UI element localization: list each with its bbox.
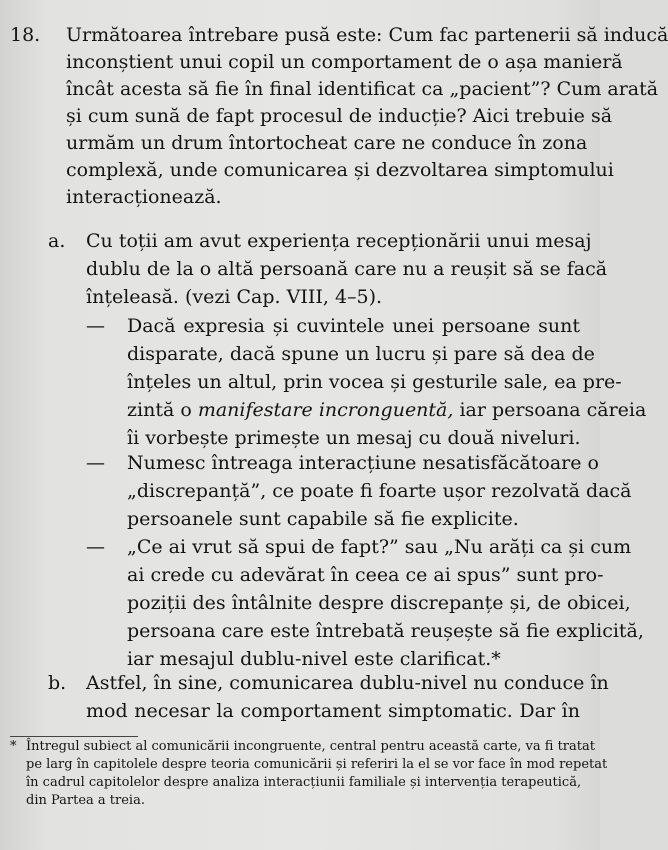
item-number: 18. — [10, 24, 41, 46]
footnote-line: din Partea a treia. — [26, 793, 145, 808]
footnote-line: Întregul subiect al comunicării incongruente, central pentru această carte, va fi tratat — [26, 739, 595, 754]
text-line: „discrepanță”, ce poate fi foarte ușor rezolvată dacă — [127, 480, 632, 502]
text-line: iar mesajul dublu-nivel este clarificat.* — [127, 648, 501, 670]
text-segment: zintă o — [127, 399, 192, 421]
text-line: Cu toții am avut experiența recepționării unui mesaj — [86, 230, 592, 252]
text-line: încât acesta să fie în final identificat ca „pacient”? Cum arată — [66, 78, 659, 100]
text-line: interacționează. — [66, 186, 222, 208]
dash-marker: — — [86, 315, 105, 337]
text-line: și cum sună de fapt procesul de inducție? Aici trebuie să — [66, 105, 613, 127]
text-line: inconștient unui copil un comportament de o așa manieră — [66, 51, 623, 73]
text-line: dublu de la o altă persoană care nu a reușit să se facă — [86, 258, 608, 280]
text-line: poziții des întâlnite despre discrepanțe și, de obicei, — [127, 592, 631, 614]
text-line: îi vorbește primește un mesaj cu două niveluri. — [127, 427, 581, 449]
text-line: persoana care este întrebată reușește să fie explicită, — [127, 620, 644, 642]
text-line: persoanele sunt capabile să fie explicite. — [127, 508, 519, 530]
text-segment: iar persoana căreia — [459, 399, 647, 421]
footnote-separator — [10, 736, 138, 737]
footnote-line: în cadrul capitolelor despre analiza interacțiunii familiale și intervenția terapeutică, — [26, 775, 582, 790]
text-line: disparate, dacă spune un lucru și pare să dea de — [127, 343, 595, 365]
text-line: urmăm un drum întortocheat care ne conduce în zona — [66, 132, 588, 154]
dash-marker: — — [86, 536, 105, 558]
text-line: Următoarea întrebare pusă este: Cum fac partenerii să inducă — [66, 24, 668, 46]
text-line: înțeleasă. (vezi Cap. VIII, 4–5). — [86, 286, 383, 308]
text-line — [127, 395, 646, 427]
footnote-marker: * — [10, 739, 17, 754]
text-line: Astfel, în sine, comunicarea dublu-nivel nu conduce în — [86, 672, 609, 694]
footnote-line: pe larg în capitolele despre teoria comunicării și referiri la el se vor face în mod repetat — [26, 757, 608, 772]
text-line: ai crede cu adevărat în ceea ce ai spus” sunt pro- — [127, 564, 604, 586]
text-line: înțeles un altul, prin vocea și gesturile sale, ea pre- — [127, 371, 622, 393]
item-marker: a. — [48, 230, 66, 252]
italic-term: manifestare incronguentă, — [197, 399, 454, 421]
text-line: complexă, unde comunicarea și dezvoltarea simptomului — [66, 159, 614, 181]
text-line: Numesc întreaga interacțiune nesatisfăcătoare o — [127, 452, 599, 474]
item-marker: b. — [48, 672, 67, 694]
text-line: Dacă expresia și cuvintele unei persoane sunt — [127, 315, 580, 337]
text-line: mod necesar la comportament simptomatic. Dar în — [86, 700, 580, 722]
dash-marker: — — [86, 452, 105, 474]
text-line: „Ce ai vrut să spui de fapt?” sau „Nu arăți ca și cum — [127, 536, 632, 558]
